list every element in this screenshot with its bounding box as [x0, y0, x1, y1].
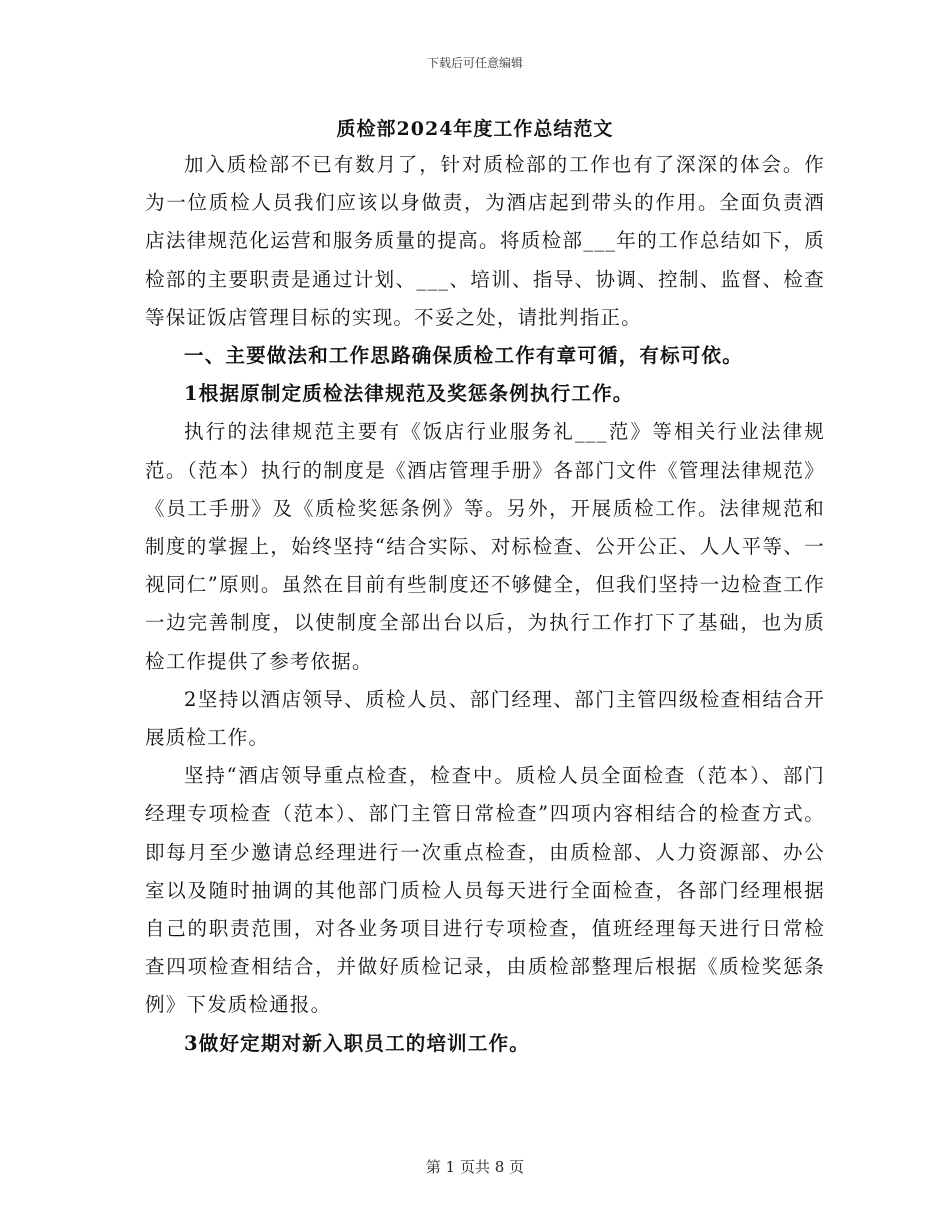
- section-heading-1: 一、主要做法和工作思路确保质检工作有章可循，有标可依。: [184, 344, 743, 368]
- document-body: [145, 146, 825, 1063]
- subsection-heading-3: 3做好定期对新入职员工的培训工作。: [184, 1031, 530, 1055]
- document-title: 质检部2024年度工作总结范文: [336, 118, 614, 140]
- page-header: 下载后可任意编辑: [426, 56, 523, 70]
- page-footer: 第 1 页共 8 页: [425, 1158, 525, 1176]
- intro-paragraph: 加入质检部不已有数月了，针对质检部的工作也有了深深的体会。作为一位质检人员我们应该以身做责，为酒店起到带头的作用。全面负责酒店法律规范化运营和服务质量的提高。将质检部___年的工作总结如下，质检部的主要职责是通过计划、___、培训、指导、协调、控制、监督、检查等保证饭店管理目标的实现。不妥之处，请批判指正。: [145, 153, 825, 329]
- body-paragraph: 执行的法律规范主要有《饭店行业服务礼___范》等相关行业法律规范。（范本）执行的制度是《酒店管理手册》各部门文件《管理法律规范》《员工手册》及《质检奖惩条例》等。另外，开展质检工作。法律规范和制度的掌握上，始终坚持“结合实际、对标检查、公开公正、人人平等、一视同仁”原则。虽然在目前有些制度还不够健全，但我们坚持一边检查工作一边完善制度，以使制度全部出台以后，为执行工作打下了基础，也为质检工作提供了参考依据。: [145, 420, 825, 673]
- body-paragraph: 坚持“酒店领导重点检查，检查中。质检人员全面检查（范本）、部门经理专项检查（范本）、部门主管日常检查”四项内容相结合的检查方式。即每月至少邀请总经理进行一次重点检查，由质检部、人力资源部、办公室以及随时抽调的其他部门质检人员每天进行全面检查，各部门经理根据自己的职责范围，对各业务项目进行专项检查，值班经理每天进行日常检查四项检查相结合，并做好质检记录，由质检部整理后根据《质检奖惩条例》下发质检通报。: [145, 764, 825, 1017]
- subsection-heading-2: 2坚持以酒店领导、质检人员、部门经理、部门主管四级检查相结合开展质检工作。: [145, 687, 825, 750]
- subsection-heading-1: 1根据原制定质检法律规范及奖惩条例执行工作。: [184, 382, 634, 406]
